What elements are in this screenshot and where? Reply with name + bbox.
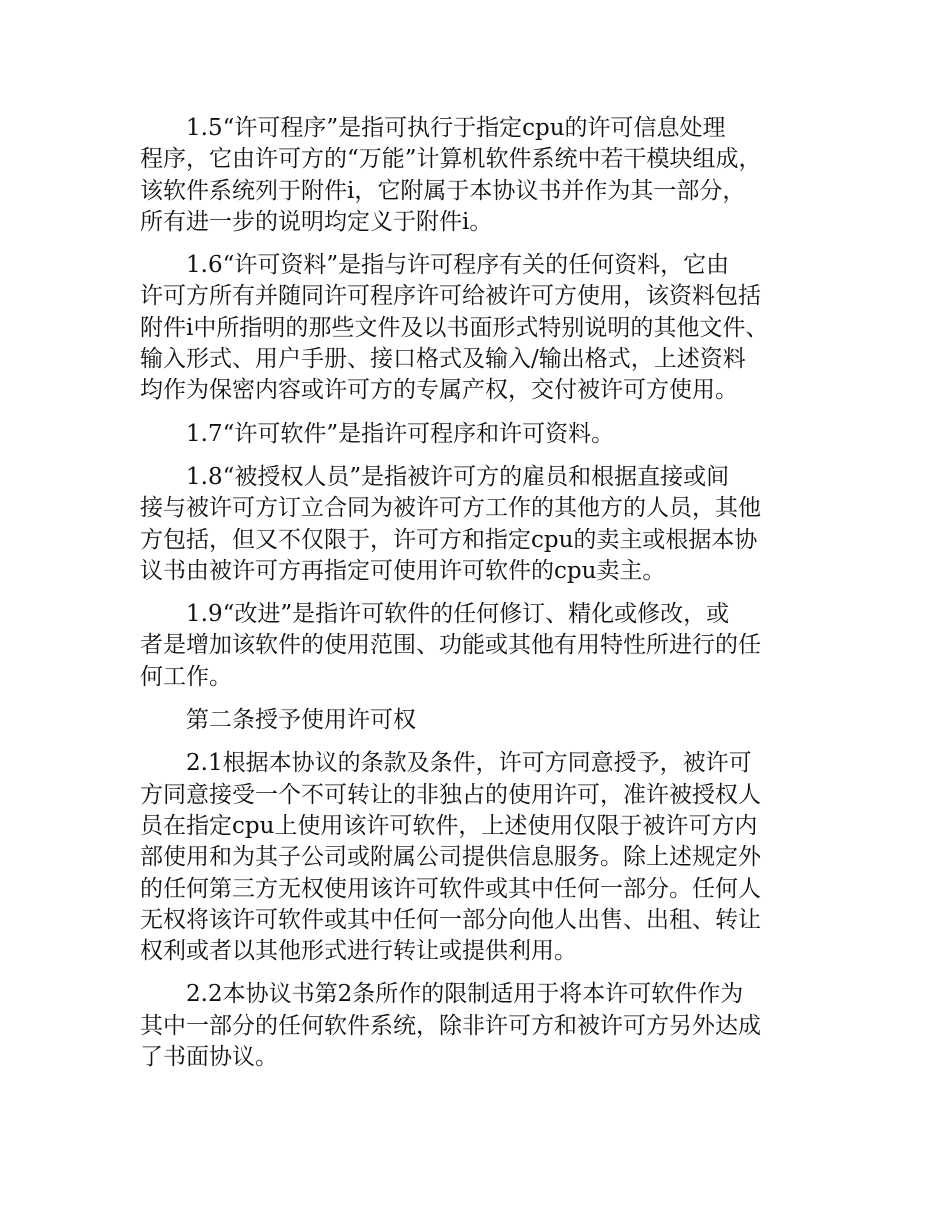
- document-body: [140, 113, 825, 1085]
- clause-2-1: 2.1根据本协议的条款及条件，许可方同意授予，被许可 方同意接受一个不可转让的非独占的使用许可，准许被授权人 员在指定cpu上使用该许可软件，上述使用仅限于被许可方内 部使用和为其子公司或附属公司提供信息服务。除上述规定外 的任何第三方无权使用该许可软件或其中任何一部分。任何人 无权将该许可软件或其中任何一部分向他人出售、出租、转让 权利或者以其他形式进行转让或提供利用。: [140, 750, 761, 965]
- clause-1-6: 1.6“许可资料”是指与许可程序有关的任何资料，它由 许可方所有并随同许可程序许可给被许可方使用，该资料包括 附件i中所指明的那些文件及以书面形式特别说明的其他文件、 输入形式、用户手册、接口格式及输入/输出格式，上述资料 均作为保密内容或许可方的专属产权，交付被许可方使用。: [140, 252, 769, 404]
- clause-2-2: 2.2本协议书第2条所作的限制适用于将本许可软件作为 其中一部分的任何软件系统，除非许可方和被许可方另外达成 了书面协议。: [140, 981, 761, 1071]
- article-2-heading: 第二条授予使用许可权: [186, 707, 416, 734]
- clause-1-8: 1.8“被授权人员”是指被许可方的雇员和根据直接或间 接与被许可方订立合同为被许可方工作的其他方的人员，其他 方包括，但又不仅限于，许可方和指定cpu的卖主或根据本协 议书由被许可方再指定可使用许可软件的cpu卖主。: [140, 463, 761, 584]
- clause-1-9: 1.9“改进”是指许可软件的任何修订、精化或修改，或 者是增加该软件的使用范围、功能或其他有用特性所进行的任 何工作。: [140, 601, 761, 690]
- clause-1-5: 1.5“许可程序”是指可执行于指定cpu的许可信息处理 程序，它由许可方的“万能”计算机软件系统中若干模块组成， 该软件系统列于附件i，它附属于本协议书并作为其一部分， 所有进一步的说明均定义于附件i。: [140, 115, 762, 235]
- clause-1-7: 1.7“许可软件”是指许可程序和许可资料。: [186, 420, 615, 447]
